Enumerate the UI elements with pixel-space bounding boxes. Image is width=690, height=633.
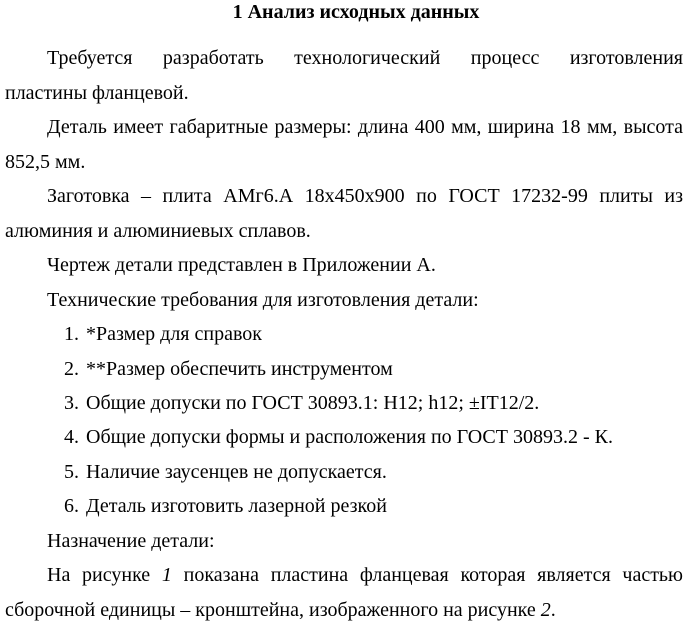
paragraph-line: Чертеж детали представлен в Приложении А. xyxy=(47,254,436,277)
list-item-number: 1. xyxy=(64,323,79,346)
paragraph-line xyxy=(5,558,683,592)
list-item xyxy=(5,317,683,351)
paragraph-line: Заготовка – плита АМг6.А 18х450х900 по ГОСТ 17232-99 плиты из xyxy=(47,185,683,208)
paragraph-line: 852,5 мм. xyxy=(5,150,86,173)
sentence-text: На рисунке xyxy=(47,564,162,587)
list-item xyxy=(5,489,683,523)
list-item-text: **Размер обеспечить инструментом xyxy=(86,357,393,380)
list-item-number: 5. xyxy=(64,460,79,483)
paragraph-line: Назначение детали: xyxy=(47,529,215,552)
list-item xyxy=(5,386,683,420)
list-item-text: *Размер для справок xyxy=(86,323,262,346)
figure-reference: 2 xyxy=(540,598,551,621)
paragraph-line: Требуется разработать технологический процесс изготовления xyxy=(47,47,683,70)
figure-reference: 1 xyxy=(161,564,172,587)
paragraph-line xyxy=(5,593,683,627)
list-item-text: Деталь изготовить лазерной резкой xyxy=(86,495,387,518)
section-heading: 1 Анализ исходных данных xyxy=(232,1,480,23)
paragraph-line: Технические требования для изготовления детали: xyxy=(47,288,479,311)
list-item xyxy=(5,455,683,489)
list-item xyxy=(5,420,683,454)
paragraph-line: Деталь имеет габаритные размеры: длина 400 мм, ширина 18 мм, высота xyxy=(47,116,683,139)
list-item-text: Общие допуски формы и расположения по ГОСТ 30893.2 - К. xyxy=(86,426,613,449)
list-item xyxy=(5,352,683,386)
list-item-number: 4. xyxy=(64,426,79,449)
sentence-text: сборочной единицы – кронштейна, изображенного на рисунке xyxy=(5,598,541,621)
list-item-number: 3. xyxy=(64,391,79,414)
list-item-text: Общие допуски по ГОСТ 30893.1: H12; h12; ±IT12/2. xyxy=(86,391,540,414)
paragraph-line: пластины фланцевой. xyxy=(5,81,189,104)
list-item-number: 6. xyxy=(64,495,79,518)
list-item-text: Наличие заусенцев не допускается. xyxy=(86,460,387,483)
requirements-list xyxy=(5,317,683,524)
sentence-text: . xyxy=(550,598,556,621)
sentence-text: показана пластина фланцевая которая является частью xyxy=(171,564,683,587)
paragraph-line: алюминия и алюминиевых сплавов. xyxy=(5,219,311,242)
list-item-number: 2. xyxy=(64,357,79,380)
